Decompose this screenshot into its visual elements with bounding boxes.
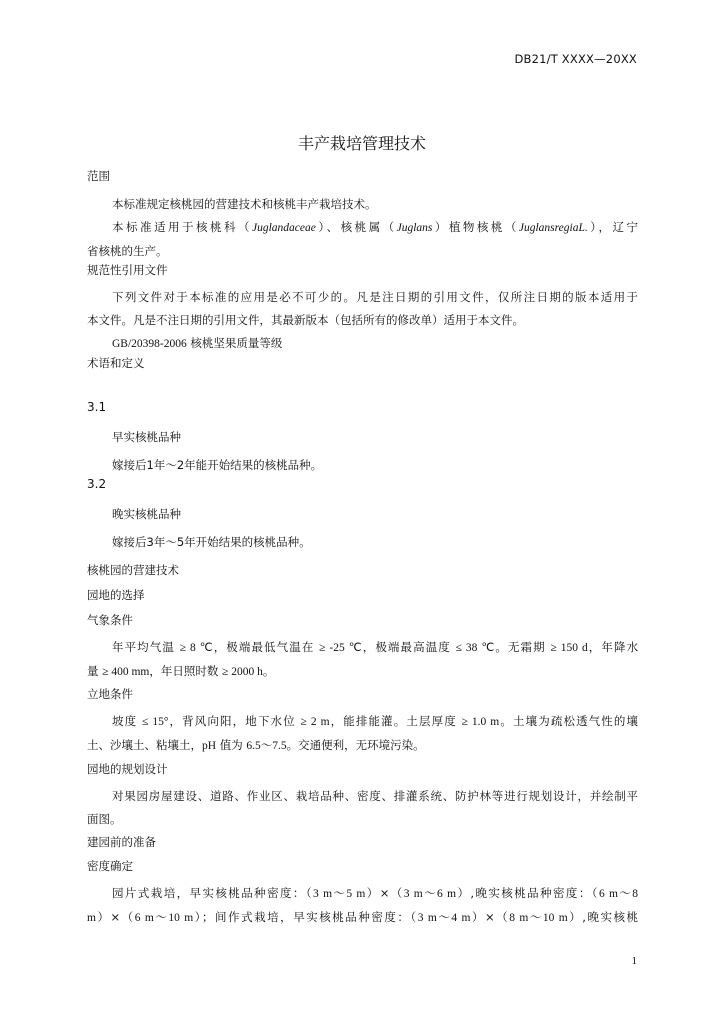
- planning-line-1: 对果园房屋建设、道路、作业区、栽培品种、密度、排灌系统、防护林等进行规划设计，并绘制平: [112, 789, 638, 803]
- heading-site-conditions: 立地条件: [87, 687, 133, 701]
- term-early-fruiting-definition: 嫁接后1年～2年能开始结果的核桃品种。: [112, 458, 323, 472]
- density-line-1: 园片式栽培，早实核桃品种密度：（3 m～5 m）×（3 m～6 m）,晚实核桃品种密度：（6 m～8: [112, 886, 639, 900]
- heading-orchard-planning: 园地的规划设计: [87, 762, 168, 776]
- site-conditions-paragraph: [87, 710, 638, 758]
- term-late-fruiting: 晚实核桃品种: [112, 507, 181, 521]
- planning-paragraph: [87, 785, 638, 831]
- reference-standard: GB/20398-2006 核桃坚果质量等级: [112, 336, 283, 350]
- heading-terms-definitions: 术语和定义: [87, 356, 145, 370]
- heading-normative-references: 规范性引用文件: [87, 263, 168, 277]
- scope-paragraphs: [87, 193, 638, 263]
- climate-paragraph: [87, 636, 638, 684]
- scope-line-3: 省核桃的生产。: [87, 244, 168, 258]
- scope-line-2: 本标准适用于核桃科（Juglandaceae）、核桃属（Juglans）植物核桃（JuglansregiaL.），辽宁: [112, 220, 639, 234]
- term-late-fruiting-definition: 嫁接后3年～5年开始结果的核桃品种。: [112, 535, 311, 549]
- references-line-1: 下列文件对于本标准的应用是必不可少的。凡是注日期的引用文件，仅所注日期的版本适用于: [112, 290, 638, 304]
- density-paragraph: [87, 882, 638, 930]
- heading-preparation: 建园前的准备: [87, 835, 156, 849]
- document-code: DB21/T XXXX—20XX: [514, 52, 637, 66]
- heading-scope: 范围: [87, 169, 110, 183]
- heading-orchard-establishment: 核桃园的营建技术: [87, 563, 179, 577]
- references-paragraphs: [87, 286, 638, 356]
- references-line-2: 本文件。凡是不注日期的引用文件，其最新版本（包括所有的修改单）适用于本文件。: [87, 313, 524, 327]
- climate-line-1: 年平均气温 ≥ 8 ℃，极端最低气温在 ≥ -25 ℃，极端最高温度 ≤ 38 ℃。无霜期 ≥ 150 d，年降水: [112, 640, 639, 654]
- term-number-3-2: 3.2: [87, 477, 107, 491]
- term-number-3-1: 3.1: [87, 400, 107, 414]
- term-early-fruiting: 早实核桃品种: [112, 430, 181, 444]
- climate-line-2: 量 ≥ 400 mm，年日照时数 ≥ 2000 h。: [87, 664, 275, 678]
- site-conditions-line-2: 土、沙壤土、粘壤土，pH 值为 6.5～7.5。交通便利，无环境污染。: [87, 738, 425, 752]
- heading-density: 密度确定: [87, 859, 133, 873]
- density-line-2: m）×（6 m～10 m）；间作式栽培，早实核桃品种密度：（3 m～4 m）×（8 m～10 m）,晚实核桃: [87, 910, 639, 924]
- heading-site-selection: 园地的选择: [87, 588, 145, 602]
- planning-line-2: 面图。: [87, 812, 122, 826]
- scope-line-1: 本标准规定核桃园的营建技术和核桃丰产栽培技术。: [112, 197, 377, 211]
- site-conditions-line-1: 坡度 ≤ 15°，背风向阳，地下水位 ≥ 2 m，能排能灌。土层厚度 ≥ 1.0 m。土壤为疏松透气性的壤: [112, 714, 639, 728]
- page-number: 1: [631, 955, 637, 967]
- heading-climate-conditions: 气象条件: [87, 613, 133, 627]
- page-title: 丰产栽培管理技术: [297, 134, 426, 153]
